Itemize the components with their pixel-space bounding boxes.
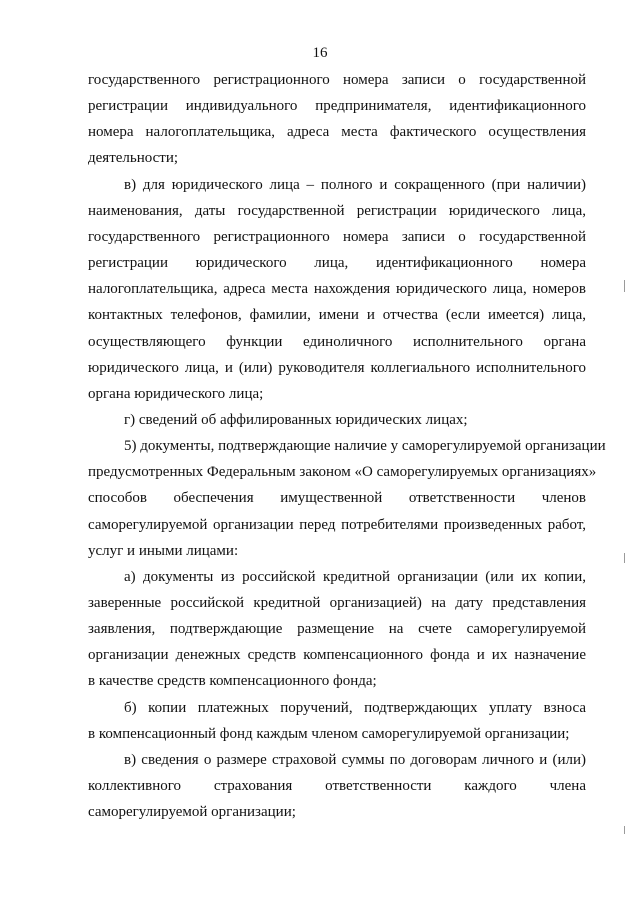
text-line: предусмотренных Федеральным законом «О саморегулируемых организациях» — [88, 464, 597, 480]
text-line: организации денежных средств компенсационного фонда и их назначение — [88, 647, 586, 663]
text-line: осуществляющего функции единоличного исполнительного органа — [88, 334, 586, 350]
text-line: г) сведений об аффилированных юридических лицах; — [124, 412, 468, 428]
text-line: деятельности; — [88, 150, 179, 166]
text-line: регистрации индивидуального предпринимателя, идентификационного — [88, 98, 586, 114]
text-line: регистрации юридического лица, идентификационного номера — [88, 255, 586, 271]
scan-artifact — [624, 280, 625, 292]
text-line: заявления, подтверждающие размещение на счете саморегулируемой — [88, 621, 586, 637]
text-line: органа юридического лица; — [88, 386, 264, 402]
text-line: контактных телефонов, фамилии, имени и отчества (если имеется) лица, — [88, 307, 586, 323]
page-number: 16 — [312, 45, 328, 61]
text-line: коллективного страхования ответственности каждого члена — [88, 778, 586, 794]
text-line: б) копии платежных поручений, подтверждающих уплату взноса — [124, 700, 586, 716]
text-line: услуг и иными лицами: — [88, 543, 239, 559]
text-line: государственного регистрационного номера записи о государственной — [88, 72, 586, 88]
text-line: способов обеспечения имущественной ответственности членов — [88, 490, 586, 506]
text-line: налогоплательщика, адреса места нахождения юридического лица, номеров — [88, 281, 586, 297]
text-line: наименования, даты государственной регистрации юридического лица, — [88, 203, 586, 219]
text-line: в) для юридического лица – полного и сокращенного (при наличии) — [124, 177, 586, 193]
text-line: саморегулируемой организации; — [88, 804, 296, 820]
text-line: в качестве средств компенсационного фонда; — [88, 673, 377, 689]
text-line: государственного регистрационного номера записи о государственной — [88, 229, 586, 245]
text-line: юридического лица, и (или) руководителя коллегиального исполнительного — [88, 360, 586, 376]
text-line: 5) документы, подтверждающие наличие у саморегулируемой организации — [124, 438, 606, 454]
text-line: номера налогоплательщика, адреса места фактического осуществления — [88, 124, 586, 140]
text-line: в) сведения о размере страховой суммы по договорам личного и (или) — [124, 752, 586, 768]
text-line: в компенсационный фонд каждым членом саморегулируемой организации; — [88, 726, 570, 742]
scan-artifact — [624, 553, 625, 563]
text-line: а) документы из российской кредитной организации (или их копии, — [124, 569, 586, 585]
text-line: заверенные российской кредитной организацией) на дату представления — [88, 595, 586, 611]
text-line: саморегулируемой организации перед потребителями произведенных работ, — [88, 517, 586, 533]
scan-artifact — [624, 826, 625, 834]
